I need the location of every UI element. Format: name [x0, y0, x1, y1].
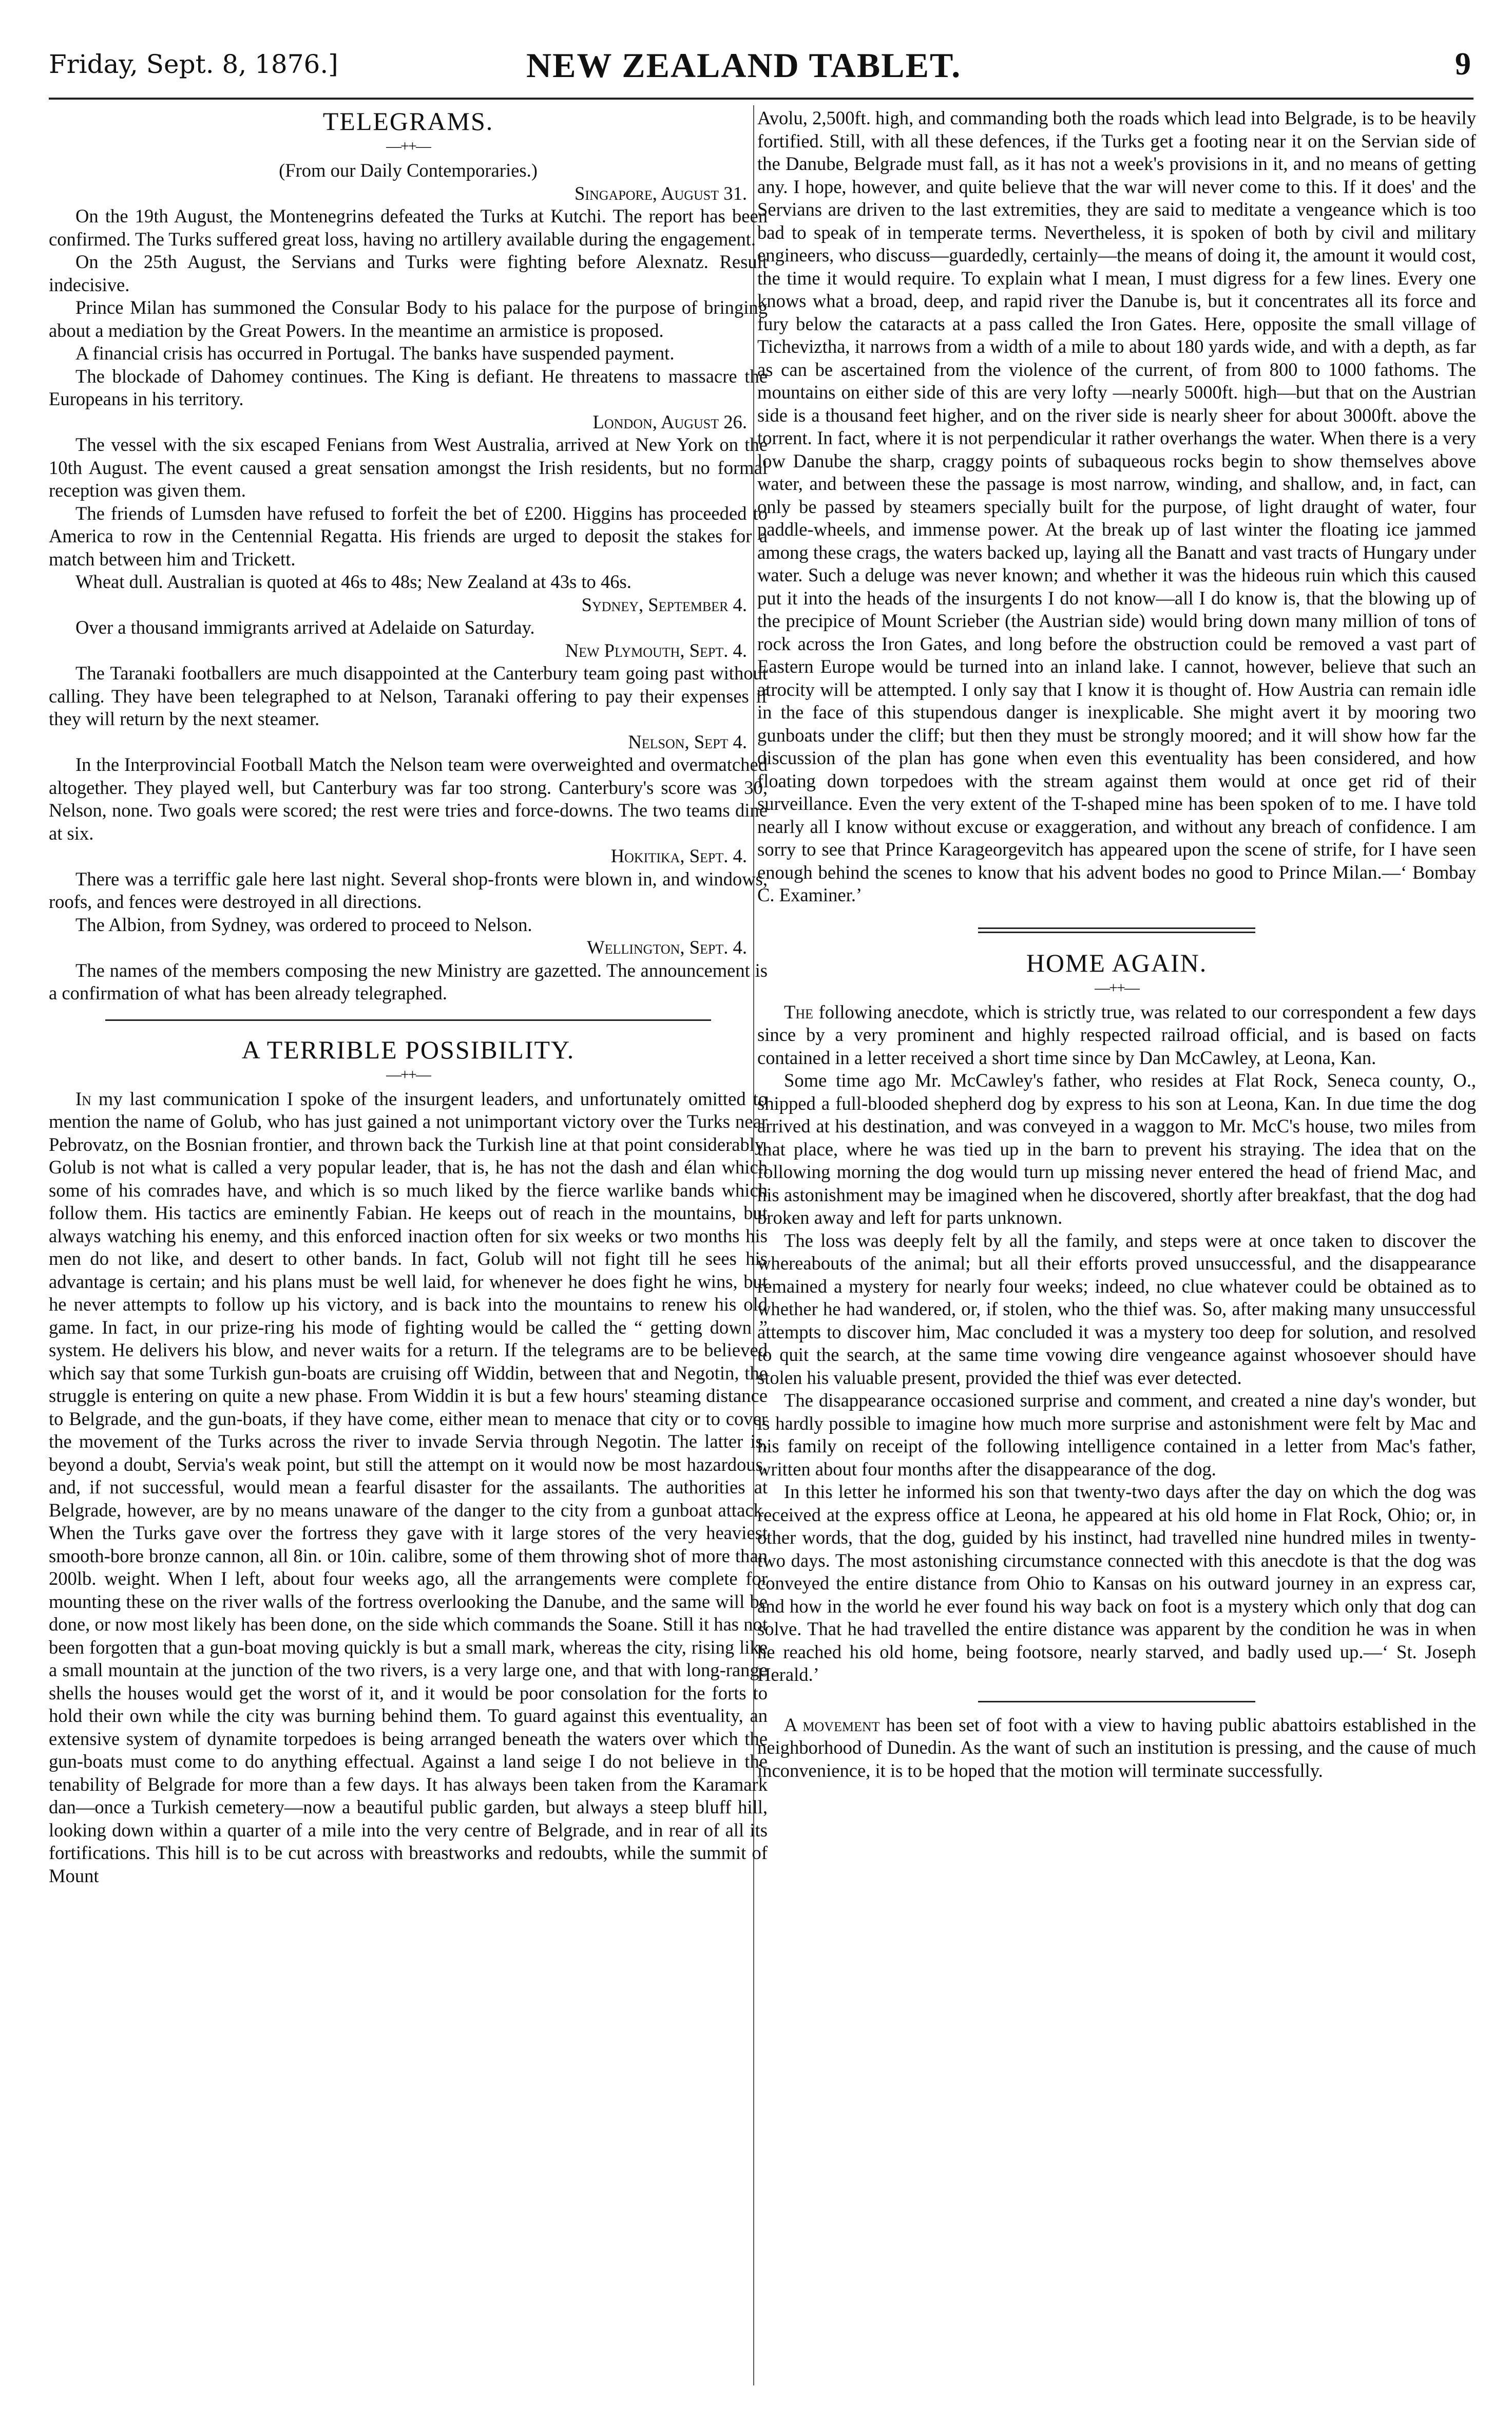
terrible-lead-word: In: [75, 1088, 91, 1109]
home-again-lead-word: The: [784, 1001, 814, 1022]
page-header: [49, 46, 1471, 93]
home-again-text: following anecdote, which is strictly true, was related to our correspondent a few days since by a very prominent and highly respected railroad official, and is based on facts contained in a letter received a short time since by Dan McCawley, at Leona, Kan.: [757, 1001, 1476, 1068]
right-column: [757, 107, 1476, 1782]
movement-text: has been set of foot with a view to having public abattoirs established in the neighborhood of Dunedin. As the want of such an institution is pressing, and the cause of much inconvenience, it is to be hoped that the motion will terminate successfully.: [757, 1714, 1476, 1781]
terrible-paragraph: [49, 1088, 768, 1888]
home-again-paragraph: In this letter he informed his son that twenty-two days after the day on which the dog was received at the express office at Leona, he appeared at his old home in Flat Rock, Ohio; or, in other words, that the dog, guided by his instinct, had travelled nine hundred miles in twenty-two days. The most astonishing circumstance connected with this anecdote is that the dog was conveyed the entire distance from Ohio to Kansas on his outward journey in an express car, and how in the world he ever found his way back on foot is a mystery which only that dog can solve. That he had travelled the entire distance was apparent by the condition he was in when he reached his old home, being footsore, nearly starved, and badly used up.—‘ St. Joseph Herald.’: [757, 1481, 1476, 1685]
telegram-paragraph: There was a terriffic gale here last night. Several shop-fronts were blown in, and windows, roofs, and fences were destroyed in all directions.: [49, 868, 768, 912]
issue-date: Friday, Sept. 8, 1876.]: [49, 49, 338, 79]
terrible-continued-paragraph: Avolu, 2,500ft. high, and commanding both the roads which lead into Belgrade, is to be heavily fortified. Still, with all these defences, if the Turks get a footing near it on the Servian side of the Danube, Belgrade must fall, as it has not a week's provisions in it, and no means of getting any. I hope, however, and quite believe that the war will never come to this. If it does' and the Servians are driven to the last extremities, they are said to meditate a vengeance which is too bad to speak of in temperate terms. Nevertheless, it is spoken of both by civil and military engineers, who discuss—guardedly, certainly—the means of doing it, the amount it would cost, the time it would require. To explain what I mean, I must digress for a few lines. Every one knows what a broad, deep, and rapid river the Danube is, but it concentrates all its force and fury below the cataracts at a pass called the Iron Gates. Here, opposite the small village of Ticheviztha, it narrows from a width of a mile to about 180 yards wide, and with a depth, as far as can be ascertained from the violence of the current, of from 800 to 1000 fathoms. The mountains on either side of this are very lofty —nearly 5000ft. high—but that on the Austrian side is a thousand feet higher, and on the river side is nearly sheer for about 3000ft. above the torrent. In fact, where it is not perpendicular it rather overhangs the water. When there is a very low Danube the sharp, craggy points of subaqueous rocks begin to show themselves above water, and between these the passage is most narrow, winding, and shallow, and, in fact, can only be passed by steamers specially built for the purpose, of light draught of water, four paddle-wheels, and immense power. At the break up of last winter the floating ice jammed among these crags, the waters backed up, laying all the Banatt and vast tracts of Hungary under water. Such a deluge was never known; and whether it was the hideous ruin which this caused put it into the heads of the insurgents I do not know—all I do know is, that the blowing up of the precipice of Mount Scrieber (the Austrian side) would bring down many million of tons of rock across the Iron Gates, and long before the obstruction could be removed a vast part of Eastern Europe would be turned into an inland lake. I cannot, however, believe that such an atrocity will be attempted. I only say that I know it is thought of. How Austria can remain idle in the face of this stupendous danger is inexplicable. She might avert it by mooring two gunboats under the cliff; but then they must be strongly moored; and it will show how far the discussion of the plan has gone when even this eventuality has been considered, and how floating down torpedoes with the stream against them would at once get rid of their surveillance. Even the very extent of the T-shaped mine has been spoken of to me. I have told nearly all I know without excuse or exaggeration, and without any breach of confidence. I am sorry to see that Prince Karageorgevitch has appeared upon the scene of strife, for I have seen enough behind the scenes to know that his advent bodes no good to Prince Milan.—‘ Bombay C. Examiner.’: [757, 107, 1476, 905]
double-rule: [978, 927, 1255, 933]
telegram-paragraph: Prince Milan has summoned the Consular Body to his palace for the purpose of bringing about a mediation by the Great Powers. In the meantime an armistice is proposed.: [49, 297, 768, 341]
telegram-paragraph: The vessel with the six escaped Fenians from West Australia, arrived at New York on the 10th August. The event caused a great sensation amongst the Irish residents, but no formal reception was given them.: [49, 434, 768, 501]
telegram-paragraph: Over a thousand immigrants arrived at Adelaide on Saturday.: [75, 617, 535, 638]
movement-lead-word: A movement: [784, 1714, 880, 1735]
home-again-paragraph: The loss was deeply felt by all the family, and steps were at once taken to discover the whereabouts of the animal; but all their efforts proved unsuccessful, and the disappearance remained a mystery for nearly four weeks; indeed, no clue whatever could be obtained as to whether he had wandered, or, if stolen, who the thief was. So, after making many unsuccessful attempts to discover him, Mac concluded it was a mystery too deep for solution, and resolved to quit the search, at the same time vowing dire vengeance against whosoever should have stolen his valuable present, provided the thief was ever detected.: [757, 1229, 1476, 1388]
dateline-nelson: Nelson, Sept 4.: [628, 731, 747, 752]
terrible-ornament: —++—: [386, 1066, 430, 1083]
telegram-paragraph: On the 25th August, the Servians and Turks were fighting before Alexnatz. Result indecisive.: [49, 251, 768, 295]
home-again-paragraph: Some time ago Mr. McCawley's father, who resides at Flat Rock, Seneca county, O., shipped a full-blooded shepherd dog by express to his son at Leona, Kan. In due time the dog arrived at his destination, and was conveyed in a waggon to Mr. McC's house, two miles from that place, where he was tied up in the barn to prevent his straying. The idea that on the following morning the dog would turn up missing never entered the head of friend Mac, and his astonishment may be imagined when he discovered, shortly after breakfast, that the dog had broken away and left for parts unknown.: [757, 1070, 1476, 1228]
dateline-singapore: Singapore, August 31.: [574, 182, 747, 204]
dateline-london: London, August 26.: [592, 411, 747, 432]
dateline-hokitika: Hokitika, Sept. 4.: [610, 845, 747, 866]
home-again-title: HOME AGAIN.: [1026, 948, 1208, 977]
home-again-ornament: —++—: [1095, 979, 1139, 996]
dateline-new-plymouth: New Plymouth, Sept. 4.: [565, 639, 747, 661]
telegram-paragraph: The names of the members composing the new Ministry are gazetted. The announcement is a confirmation of what has been already telegraphed.: [49, 959, 768, 1003]
telegram-paragraph: On the 19th August, the Montenegrins defeated the Turks at Kutchi. The report has been confirmed. The Turks suffered great loss, having no artillery available during the engagement.: [49, 205, 768, 250]
masthead: NEW ZEALAND TABLET.: [526, 46, 962, 85]
telegram-paragraph: The Taranaki footballers are much disappointed at the Canterbury team going past without calling. They have been telegraphed to at Nelson, Taranaki offering to pay their expenses if they will return by the next steamer.: [49, 662, 768, 729]
home-again-paragraph: [757, 1001, 1476, 1070]
left-column: [49, 107, 768, 1887]
terrible-text: my last communication I spoke of the insurgent leaders, and unfortunately omitted to mention the name of Golub, who has just gained a not unimportant victory over the Turks near Pebrovatz, on the Bosnian frontier, and thrown back the Turkish line at that point considerably. Golub is not what is called a very popular leader, that is, he has not the dash and élan which some of his comrades have, and which is so much liked by the fierce warlike bands which follow them. His tactics are eminently Fabian. He keeps out of reach in the mountains, but always watching his enemy, and this enforced inaction often for six weeks or two months his men do not like, and desert to other bands. In fact, Golub will not fight till he sees his advantage is certain; and his plans must be well laid, for whenever he does fight he wins, but he never attempts to follow up his victory, and is back into the mountains to renew his old game. In fact, in our prize-ring his mode of fighting would be called the “ getting down ” system. He delivers his blow, and never waits for a return. If the telegrams are to be believed which say that some Turkish gun-boats are cruising off Widdin, between that and Negotin, the struggle is entering on quite a new phase. From Widdin it is but a few hours' steaming distance to Belgrade, and the gun-boats, if they have come, either mean to menace that city or to cover the movement of the Turks across the river to invade Servia through Negotin. The latter is, beyond a doubt, Servia's weak point, but still the attempt on it would now be most hazardous, and, if not successful, would mean a fearful disaster for the assailants. The authorities at Belgrade, however, are by no means unaware of the danger to the city from a gunboat attack. When the Turks gave over the fortress they gave with it large stores of the very heaviest smooth-bore bronze cannon, all 8in. or 10in. calibre, some of them throwing shot of more than 200lb. weight. When I left, about four weeks ago, all the arrangements were complete for mounting these on the river walls of the fortress overlooking the Danube, and the same will be done, or now most likely has been done, on the side which commands the Soane. Still it has not been forgotten that a gun-boat moving quickly is but a small mark, whereas the city, rising like a small mountain at the junction of the two rivers, is a very large one, and that with long-range shells the houses would get the worst of it, and it would be poor consolation for the forts to hold their own while the city was burning behind them. To guard against this eventuality, an extensive system of dynamite torpedoes is being arranged beneath the waters over which the gun-boats must come to do anything effectual. Against a land seige I do not believe in the tenability of Belgrade for more than a few days. It has always been taken from the Karamark dan—once a Turkish cemetery—now a beautiful public garden, but always a steep bluff hill, looking down within a quarter of a mile into the very centre of Belgrade, and in rear of all its fortifications. This hill is to be cut across with breastworks and redoubts, while the summit of Mount: [49, 1088, 768, 1886]
movement-paragraph: [757, 1714, 1476, 1783]
telegram-paragraph: The friends of Lumsden have refused to forfeit the bet of £200. Higgins has proceeded to America to row in the Centennial Regatta. His friends are urged to deposit the stakes for a match between him and Trickett.: [49, 502, 768, 570]
section-rule: [105, 1019, 711, 1021]
terrible-possibility-title: A TERRIBLE POSSIBILITY.: [241, 1035, 575, 1064]
header-rule: [49, 98, 1473, 100]
dateline-wellington: Wellington, Sept. 4.: [587, 937, 747, 958]
section-rule: [978, 1701, 1255, 1702]
home-again-paragraph: The disappearance occasioned surprise and comment, and created a nine day's wonder, but is hardly possible to imagine how much more surprise and astonishment were felt by Mac and his family on receipt of the following intelligence contained in a letter from Mac's father, written about four months after the disappearance of the dog.: [757, 1390, 1476, 1480]
telegram-paragraph: Wheat dull. Australian is quoted at 46s to 48s; New Zealand at 43s to 46s.: [75, 571, 631, 592]
telegram-paragraph: In the Interprovincial Football Match the Nelson team were overweighted and overmatched altogether. They played well, but Canterbury was far too strong. Canterbury's score was 30, Nelson, none. Two goals were scored; the rest were tries and force-downs. The two teams dine at six.: [49, 754, 768, 844]
telegrams-title: TELEGRAMS.: [322, 107, 494, 136]
telegrams-source: (From our Daily Contemporaries.): [279, 160, 538, 181]
telegrams-ornament: —++—: [386, 138, 430, 155]
telegram-paragraph: A financial crisis has occurred in Portugal. The banks have suspended payment.: [75, 343, 675, 364]
page-number: 9: [1455, 47, 1471, 82]
telegram-paragraph: The Albion, from Sydney, was ordered to proceed to Nelson.: [75, 914, 532, 935]
telegram-paragraph: The blockade of Dahomey continues. The King is defiant. He threatens to massacre the Europeans in his territory.: [49, 365, 768, 409]
dateline-sydney: Sydney, September 4.: [581, 594, 747, 615]
